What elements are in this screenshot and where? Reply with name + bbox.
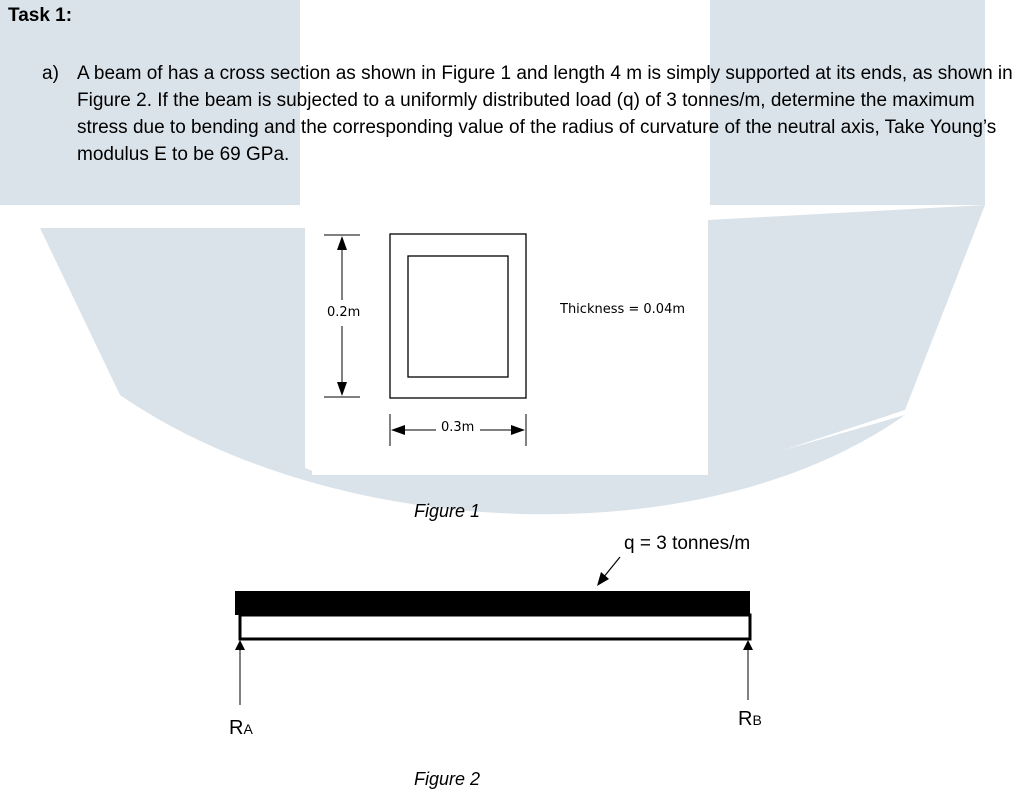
load-pointer [597,557,620,586]
width-label: 0.3m [438,420,477,435]
item-marker: a) [42,63,59,84]
reaction-a-arrow [235,640,245,705]
reaction-b-arrow [743,640,753,700]
question-text: A beam of has a cross section as shown in Figure 1 and length 4 m is simply supported at its ends, as shown in Figure 2. If the beam is subjected to a uniformly distributed load (q) of 3 tonnes/m, determine the maximum stress due to bending and the corresponding value of the radius of curvature of the neutral axis, Take Young’s modulus E to be 69 GPa. [77,63,1013,165]
beam [240,615,750,639]
figure2-caption: Figure 2 [414,769,481,789]
reaction-a-label [229,717,253,740]
reaction-b-sub: B [752,712,762,728]
reaction-b-main: R [738,708,753,730]
udl-load-block [235,591,750,615]
height-label: 0.2m [327,305,361,320]
reaction-a-sub: A [243,721,253,737]
thickness-label: Thickness = 0.04m [560,302,686,317]
load-label: q = 3 tonnes/m [624,533,751,554]
task-title: Task 1: [8,5,73,26]
figure1-caption: Figure 1 [414,501,481,521]
reaction-b-label [738,708,762,731]
reaction-a-main: R [229,717,244,739]
